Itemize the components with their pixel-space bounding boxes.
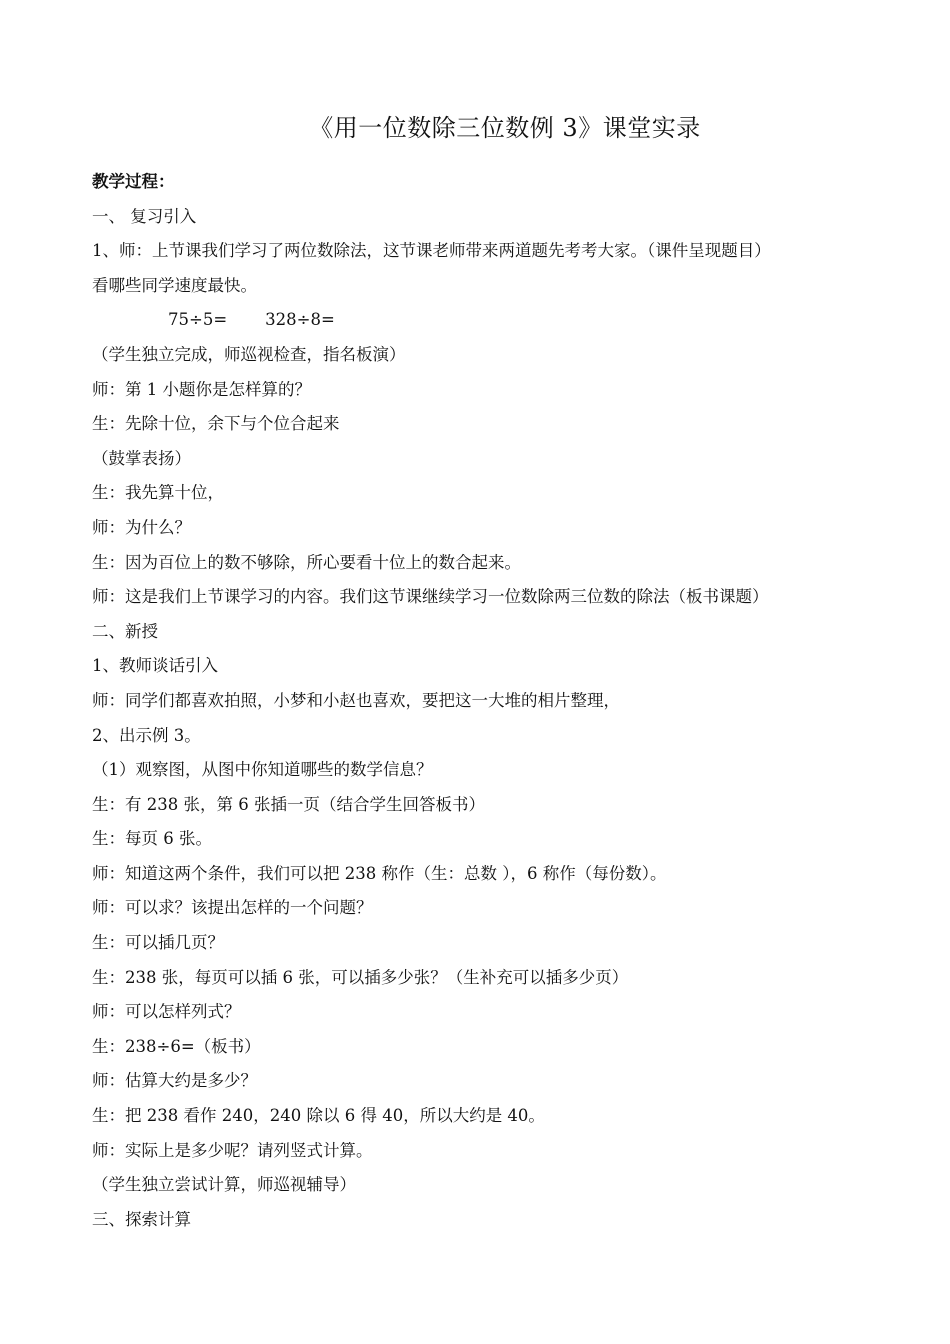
paragraph-line: 生：因为百位上的数不够除，所心要看十位上的数合起来。 [92, 552, 521, 572]
section-heading-review: 一、 复习引入 [92, 206, 197, 226]
paragraph-line: 师：为什么？ [92, 517, 191, 537]
paragraph-line: （1）观察图，从图中你知道哪些的数学信息？ [92, 760, 433, 780]
paragraph-line: 生：238 张，每页可以插 6 张，可以插多少张？（生补充可以插多少页） [92, 967, 629, 987]
paragraph-line: 2、出示例 3。 [92, 725, 201, 745]
paragraph-line: 生：238÷6=（板书） [92, 1036, 261, 1056]
paragraph-line: 师：这是我们上节课学习的内容。我们这节课继续学习一位数除两三位数的除法（板书课题） [92, 587, 769, 607]
paragraph-line: （鼓掌表扬） [92, 448, 191, 468]
paragraph-line: 生：先除十位，余下与个位合起来 [92, 414, 340, 434]
section-heading-explore: 三、探索计算 [92, 1209, 191, 1229]
document-title: 《用一位数除三位数例 3》课堂实录 [309, 114, 701, 142]
section-heading-new-lesson: 二、新授 [92, 621, 158, 641]
paragraph-line: 师：第 1 小题你是怎样算的？ [92, 379, 311, 399]
paragraph-line: 师：实际上是多少呢？请列竖式计算。 [92, 1140, 373, 1160]
paragraph-line: 1、教师谈话引入 [92, 656, 218, 676]
section-heading-teaching-process: 教学过程： [92, 172, 175, 191]
exercise-1: 75÷5= [168, 310, 228, 330]
exercise-2: 328÷8= [265, 310, 335, 330]
paragraph-line: 生：我先算十位， [92, 483, 224, 503]
paragraph-line: 师：可以怎样列式？ [92, 1002, 241, 1022]
paragraph-line: 师：可以求？该提出怎样的一个问题？ [92, 898, 373, 918]
paragraph-line: 生：有 238 张，第 6 张插一页（结合学生回答板书） [92, 794, 485, 814]
paragraph-line: 师：知道这两个条件，我们可以把 238 称作（生：总数 ），6 称作（每份数）。 [92, 863, 667, 883]
paragraph-line: 生：每页 6 张。 [92, 829, 212, 849]
exercise-line [92, 303, 882, 338]
paragraph-line: 师：同学们都喜欢拍照，小梦和小赵也喜欢，要把这一大堆的相片整理， [92, 690, 620, 710]
paragraph-line: 生：可以插几页？ [92, 933, 224, 953]
paragraph-line: 师：估算大约是多少？ [92, 1071, 257, 1091]
paragraph-line: 看哪些同学速度最快。 [92, 275, 257, 295]
paragraph-line: （学生独立尝试计算，师巡视辅导） [92, 1175, 356, 1195]
document-body [92, 165, 882, 1237]
paragraph-line: 1、师：上节课我们学习了两位数除法，这节课老师带来两道题先考考大家。（课件呈现题目） [92, 241, 771, 261]
paragraph-line: 生：把 238 看作 240，240 除以 6 得 40，所以大约是 40。 [92, 1106, 545, 1126]
paragraph-line: （学生独立完成，师巡视检查，指名板演） [92, 344, 406, 364]
